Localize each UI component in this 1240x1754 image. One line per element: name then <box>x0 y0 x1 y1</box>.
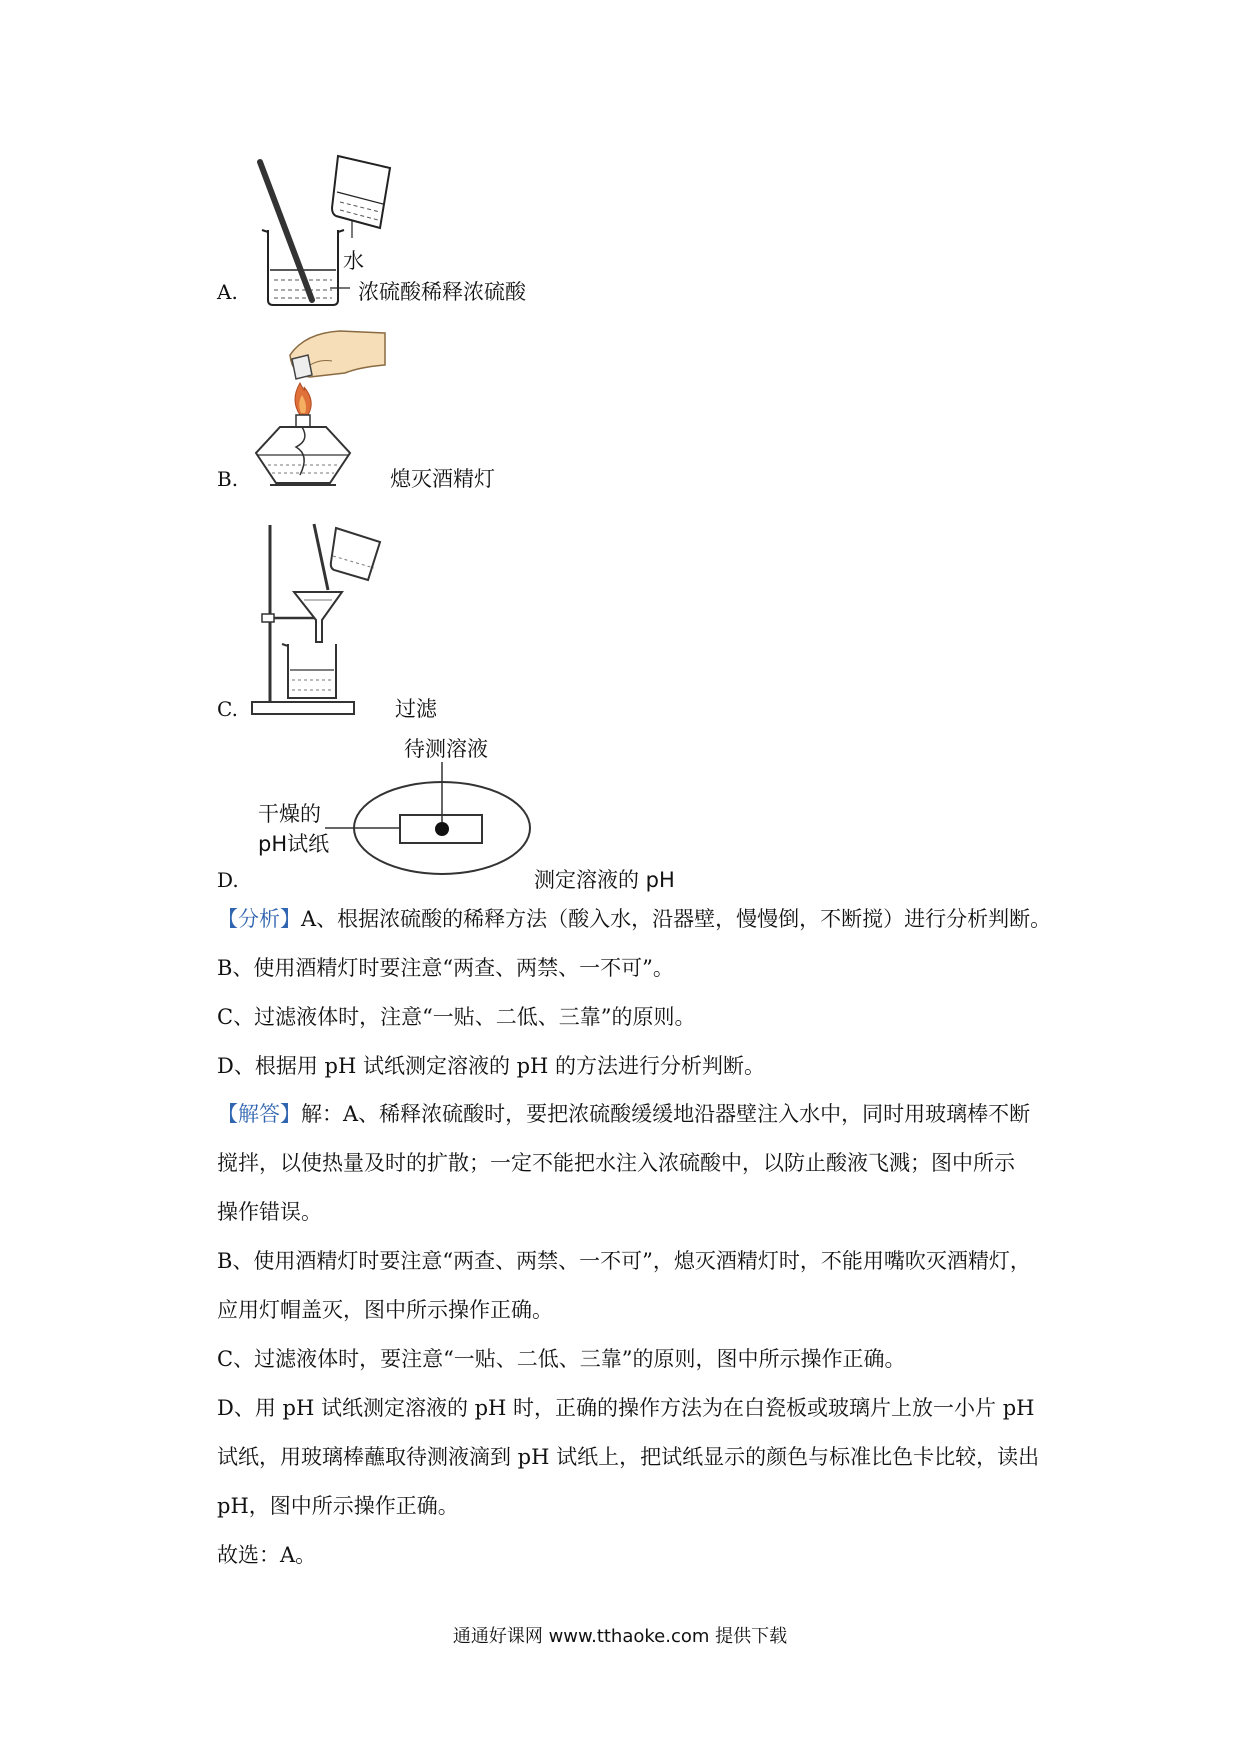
answer-a-line-2: 搅拌，以使热量及时的扩散；一定不能把水注入浓硫酸中，以防止酸液飞溅；图中所示 <box>217 1151 1015 1175</box>
answer-d-line-2: 试纸，用玻璃棒蘸取待测液滴到 pH 试纸上，把试纸显示的颜色与标准比色卡比较，读出 <box>217 1445 1040 1469</box>
diagram-d-ph-test <box>325 760 535 880</box>
footer-download-notice: 通通好课网 www.tthaoke.com 提供下载 <box>452 1626 788 1647</box>
answer-choice: 故选：A。 <box>217 1543 317 1567</box>
answer-b-line-2: 应用灯帽盖灭，图中所示操作正确。 <box>217 1298 553 1322</box>
option-c-letter: C. <box>217 697 238 721</box>
option-a-letter: A. <box>217 280 238 304</box>
caption-a: 浓硫酸稀释浓硫酸 <box>358 280 526 304</box>
caption-b: 熄灭酒精灯 <box>390 467 495 491</box>
answer-a-line-1: 【解答】解：A、稀释浓硫酸时，要把浓硫酸缓缓地沿器壁注入水中，同时用玻璃棒不断 <box>217 1102 1031 1126</box>
analysis-tag: 【分析】 <box>217 907 301 931</box>
diagram-c-filtration <box>250 520 400 720</box>
analysis-section <box>217 895 1057 1091</box>
answer-b-line-1: B、使用酒精灯时要注意“两查、两禁、一不可”，熄灭酒精灯时，不能用嘴吹灭酒精灯， <box>217 1249 1031 1273</box>
answer-c-line-1: C、过滤液体时，要注意“一贴、二低、三靠”的原则，图中所示操作正确。 <box>217 1347 906 1371</box>
label-water: 水 <box>343 249 364 273</box>
caption-c: 过滤 <box>395 697 437 721</box>
label-dry: 干燥的 <box>258 802 321 826</box>
option-d-letter: D. <box>217 868 239 892</box>
caption-d: 测定溶液的 pH <box>534 868 675 892</box>
analysis-line-a: 【分析】A、根据浓硫酸的稀释方法（酸入水，沿器壁，慢慢倒，不断搅）进行分析判断。 <box>217 907 1052 931</box>
diagram-b-alcohol-lamp <box>250 325 400 495</box>
answer-d-line-3: pH，图中所示操作正确。 <box>217 1494 459 1518</box>
answer-d-line-1: D、用 pH 试纸测定溶液的 pH 时，正确的操作方法为在白瓷板或玻璃片上放一小片 pH <box>217 1396 1035 1420</box>
answer-a-line-3: 操作错误。 <box>217 1200 322 1224</box>
answer-tag: 【解答】 <box>217 1102 301 1126</box>
label-ph-paper: pH试纸 <box>258 832 330 856</box>
analysis-line-c: C、过滤液体时，注意“一贴、二低、三靠”的原则。 <box>217 1005 696 1029</box>
option-b-letter: B. <box>217 467 239 491</box>
analysis-line-b: B、使用酒精灯时要注意“两查、两禁、一不可”。 <box>217 956 674 980</box>
analysis-line-d: D、根据用 pH 试纸测定溶液的 pH 的方法进行分析判断。 <box>217 1054 766 1078</box>
label-test-solution: 待测溶液 <box>404 737 488 761</box>
answer-section <box>217 1090 1057 1580</box>
